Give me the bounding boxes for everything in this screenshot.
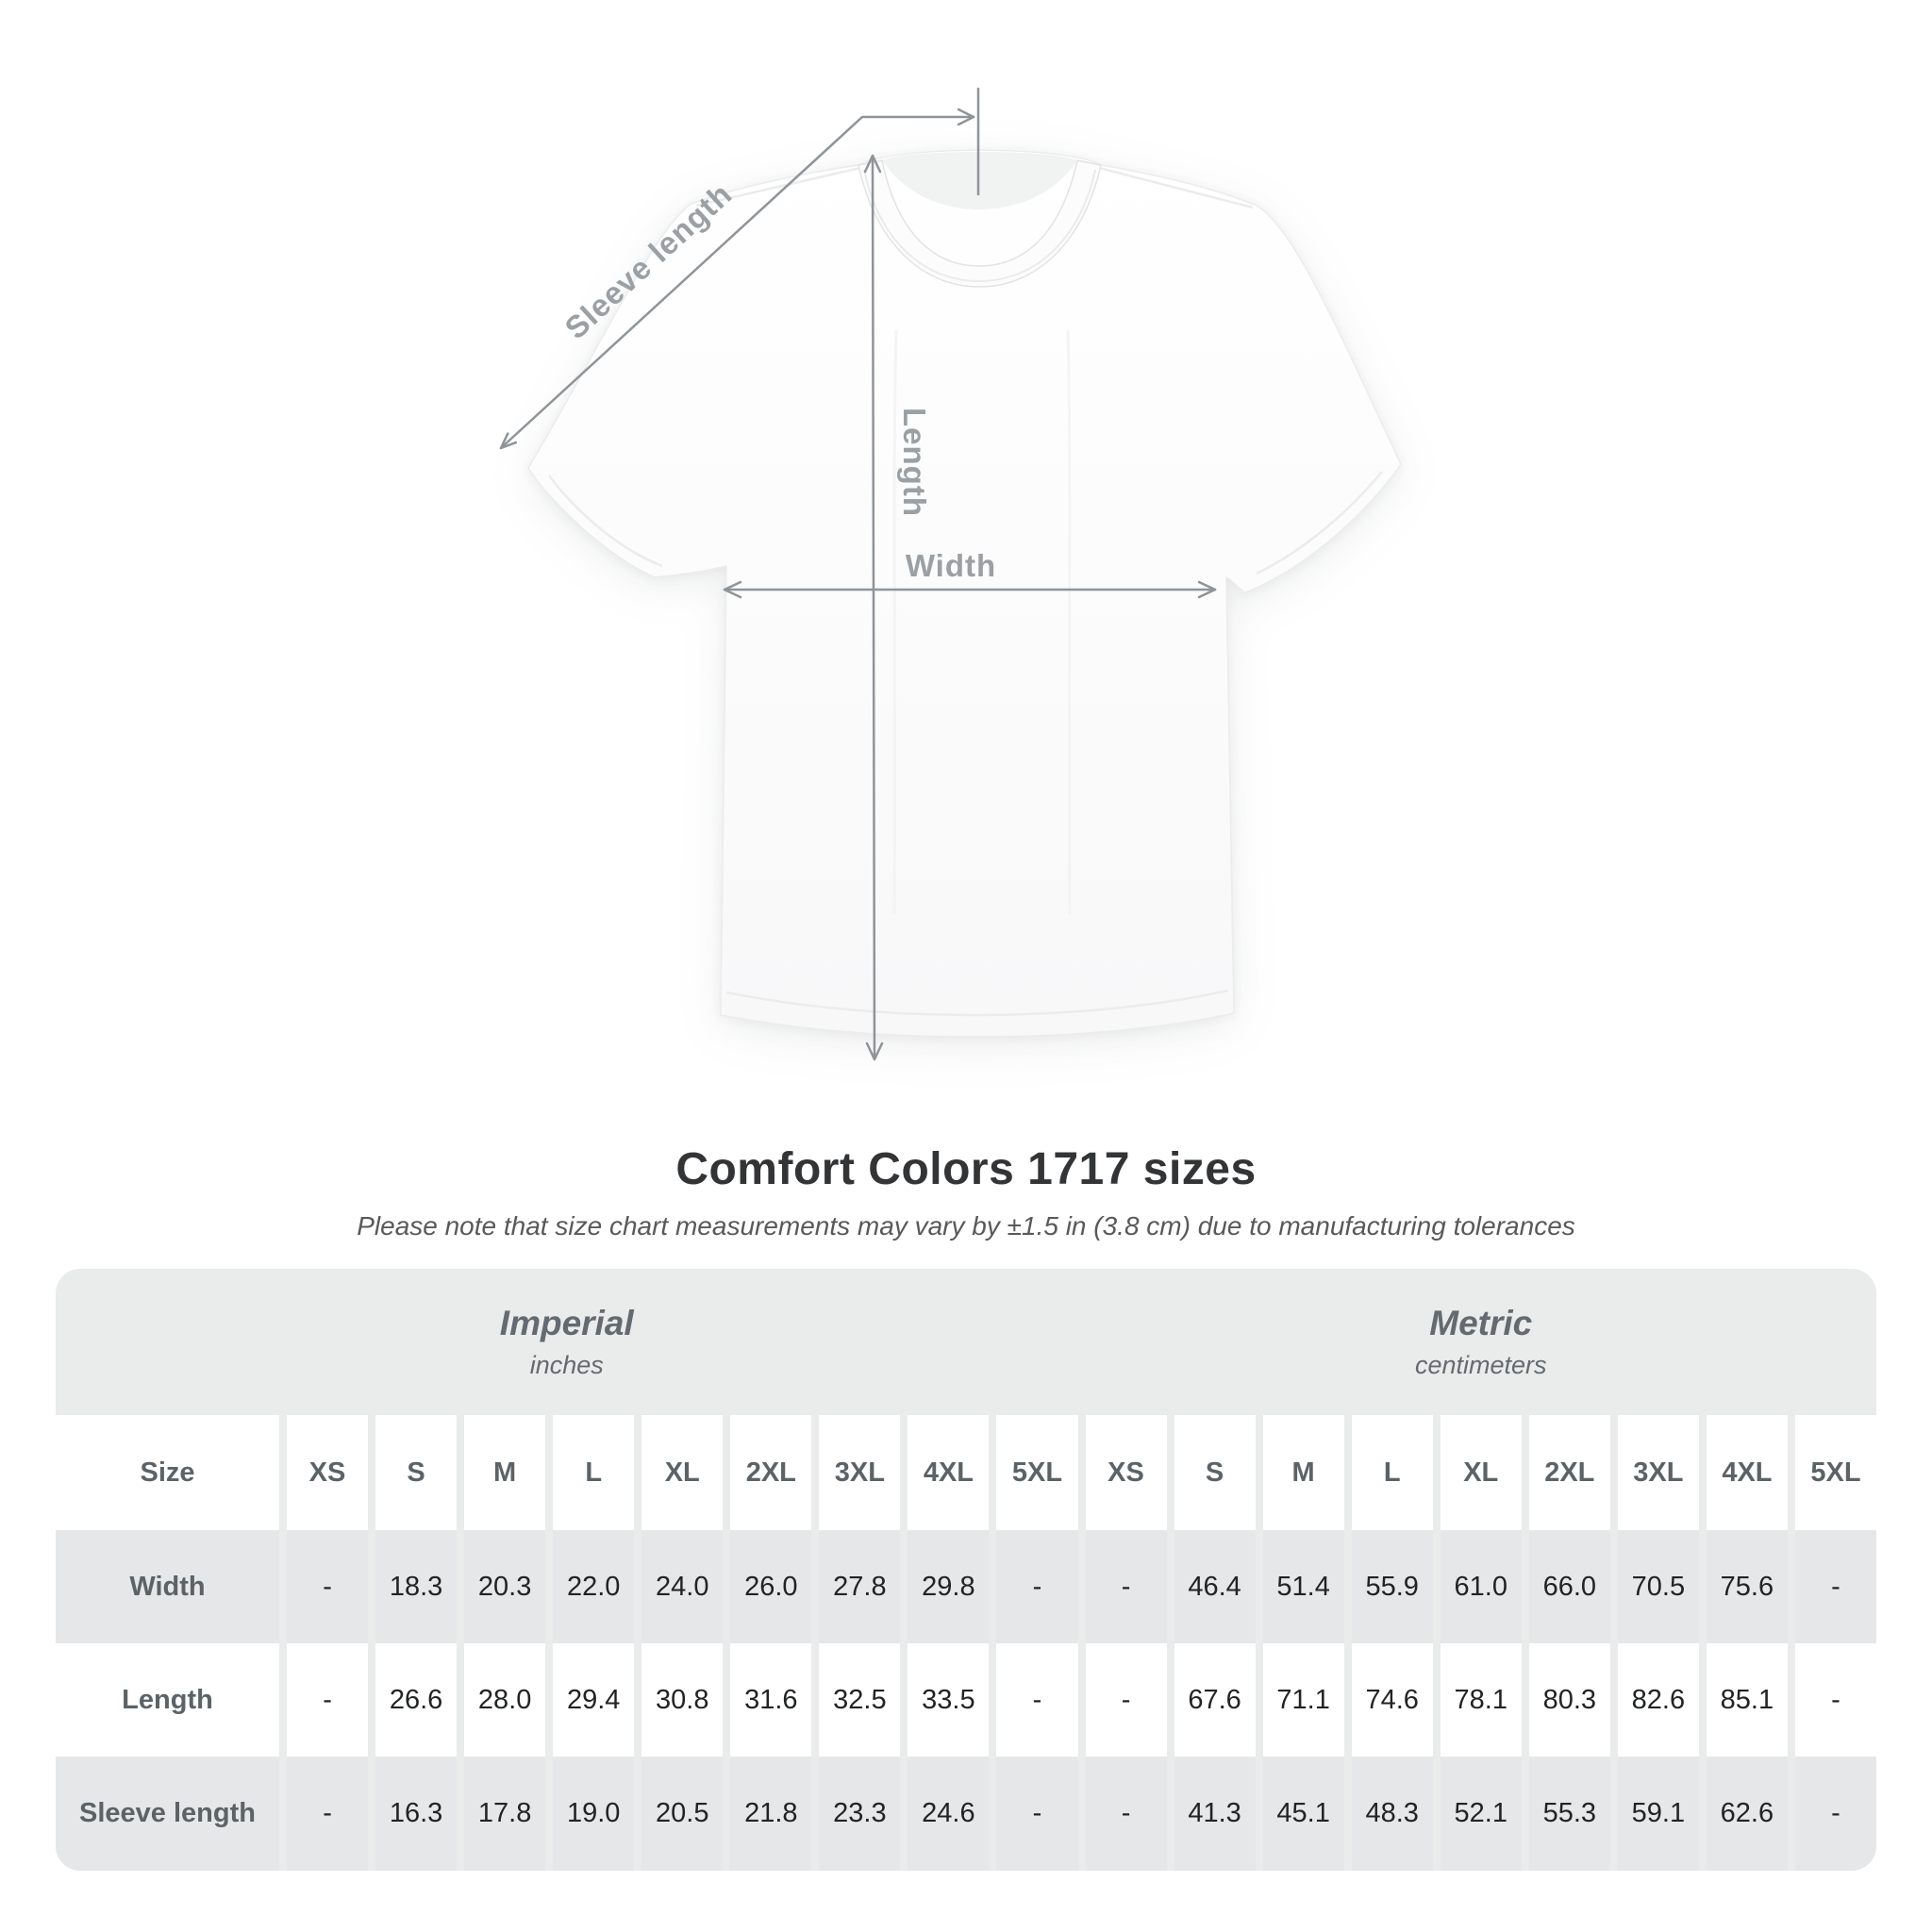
value-cell: - [996, 1643, 1077, 1757]
value-cell: 75.6 [1707, 1530, 1788, 1643]
value-cell: 23.3 [819, 1757, 900, 1871]
value-cell: - [1795, 1757, 1876, 1871]
value-cell: 48.3 [1352, 1757, 1433, 1871]
value-cell: 70.5 [1618, 1530, 1699, 1643]
value-cell: - [1086, 1757, 1167, 1871]
column-header: 3XL [819, 1415, 900, 1530]
row-label-sleeve-length: Sleeve length [56, 1757, 279, 1871]
value-cell: 55.3 [1529, 1757, 1610, 1871]
value-cell: 61.0 [1441, 1530, 1522, 1643]
value-cell: - [996, 1757, 1077, 1871]
column-header: L [1352, 1415, 1433, 1530]
tshirt-measurement-diagram [453, 75, 1509, 1123]
value-cell: - [287, 1530, 368, 1643]
value-cell: 78.1 [1441, 1643, 1522, 1757]
value-cell: 32.5 [819, 1643, 900, 1757]
value-cell: 18.3 [375, 1530, 457, 1643]
metric-unit: centimeters [1414, 1351, 1547, 1379]
column-header-size: Size [56, 1415, 279, 1530]
column-header: 2XL [1529, 1415, 1610, 1530]
value-cell: 55.9 [1352, 1530, 1433, 1643]
length-label: Length [897, 408, 932, 517]
value-cell: 26.0 [730, 1530, 811, 1643]
sleeve-length-label: Sleeve length [558, 175, 739, 346]
value-cell: 29.4 [553, 1643, 634, 1757]
value-cell: - [996, 1530, 1077, 1643]
imperial-group-header [56, 1269, 1078, 1415]
column-header: S [375, 1415, 457, 1530]
column-header: 3XL [1618, 1415, 1699, 1530]
value-cell: 46.4 [1174, 1530, 1256, 1643]
value-cell: 22.0 [553, 1530, 634, 1643]
row-label-width: Width [56, 1530, 279, 1643]
imperial-label: Imperial [499, 1304, 634, 1342]
column-header: M [464, 1415, 545, 1530]
value-cell: 26.6 [375, 1643, 457, 1757]
value-cell: 20.3 [464, 1530, 545, 1643]
value-cell: 59.1 [1618, 1757, 1699, 1871]
column-header: XS [287, 1415, 368, 1530]
column-header: 2XL [730, 1415, 811, 1530]
value-cell: 41.3 [1174, 1757, 1256, 1871]
value-cell: 21.8 [730, 1757, 811, 1871]
value-cell: 24.0 [641, 1530, 723, 1643]
tshirt-diagram-svg [453, 75, 1509, 1123]
column-header: L [553, 1415, 634, 1530]
column-header: 5XL [996, 1415, 1077, 1530]
column-header: 4XL [908, 1415, 989, 1530]
value-cell: 29.8 [908, 1530, 989, 1643]
value-cell: 19.0 [553, 1757, 634, 1871]
column-header: 5XL [1795, 1415, 1876, 1530]
column-header: XL [1441, 1415, 1522, 1530]
imperial-unit: inches [529, 1351, 604, 1379]
value-cell: 52.1 [1441, 1757, 1522, 1871]
value-cell: 16.3 [375, 1757, 457, 1871]
value-cell: 27.8 [819, 1530, 900, 1643]
value-cell: 67.6 [1174, 1643, 1256, 1757]
value-cell: - [287, 1757, 368, 1871]
value-cell: 24.6 [908, 1757, 989, 1871]
column-header: M [1263, 1415, 1344, 1530]
value-cell: 17.8 [464, 1757, 545, 1871]
value-cell: 51.4 [1263, 1530, 1344, 1643]
value-cell: 74.6 [1352, 1643, 1433, 1757]
tshirt-image [528, 150, 1401, 1037]
width-label: Width [905, 548, 997, 583]
column-header: XS [1086, 1415, 1167, 1530]
value-cell: - [1086, 1530, 1167, 1643]
value-cell: 30.8 [641, 1643, 723, 1757]
metric-label: Metric [1429, 1304, 1533, 1342]
value-cell: 66.0 [1529, 1530, 1610, 1643]
value-cell: 45.1 [1263, 1757, 1344, 1871]
value-cell: 62.6 [1707, 1757, 1788, 1871]
value-cell: 71.1 [1263, 1643, 1344, 1757]
value-cell: - [1086, 1643, 1167, 1757]
value-cell: - [1795, 1643, 1876, 1757]
size-table-grid [56, 1269, 1876, 1871]
page-title: Comfort Colors 1717 sizes [675, 1144, 1257, 1194]
tolerance-note: Please note that size chart measurements may vary by ±1.5 in (3.8 cm) due to manufacturing tolerances [357, 1211, 1575, 1241]
value-cell: 85.1 [1707, 1643, 1788, 1757]
column-header: 4XL [1707, 1415, 1788, 1530]
value-cell: - [1795, 1530, 1876, 1643]
value-cell: 82.6 [1618, 1643, 1699, 1757]
metric-group-header [1086, 1269, 1877, 1415]
value-cell: - [287, 1643, 368, 1757]
column-header: XL [641, 1415, 723, 1530]
value-cell: 80.3 [1529, 1643, 1610, 1757]
column-header: S [1174, 1415, 1256, 1530]
size-table [56, 1269, 1876, 1871]
row-label-length: Length [56, 1643, 279, 1757]
value-cell: 20.5 [641, 1757, 723, 1871]
value-cell: 28.0 [464, 1643, 545, 1757]
value-cell: 31.6 [730, 1643, 811, 1757]
value-cell: 33.5 [908, 1643, 989, 1757]
